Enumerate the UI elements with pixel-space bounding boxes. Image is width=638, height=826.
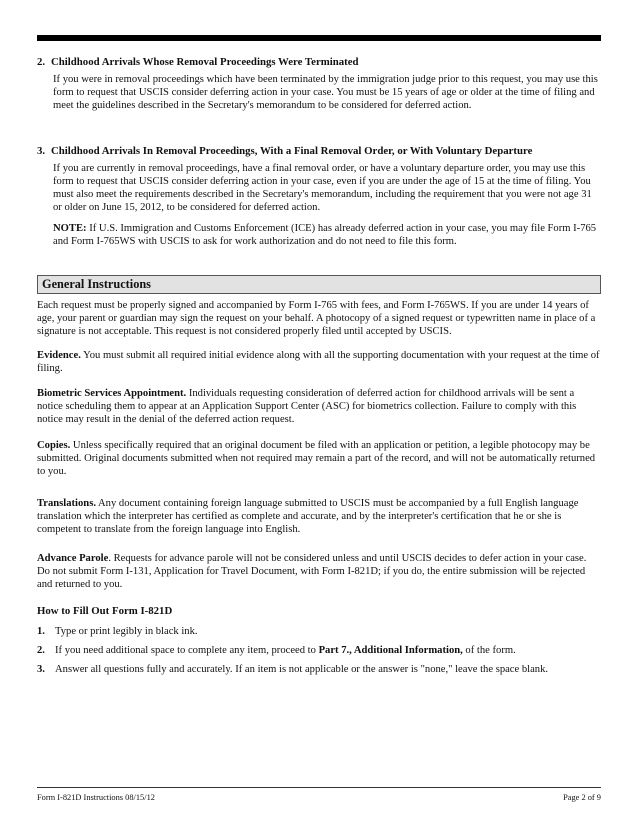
item-3-text: Answer all questions fully and accurately. If an item is not applicable or the answer is "none," leave the space blank. <box>55 664 549 675</box>
how-to-item-2 <box>37 644 601 657</box>
section-2 <box>37 56 601 112</box>
general-intro: Each request must be properly signed and accompanied by Form I-765 with fees, and Form I-765WS. If you are under 14 years of age, your parent or guardian may sign the request on your behalf. A photocopy of a signed request or typewritten name in place of a signature is not acceptable. This request is not considered properly filed until accepted by USCIS. <box>37 300 596 338</box>
evidence-text: You must submit all required initial evidence along with all the supporting documentation with your request at the time of filing. <box>37 350 600 375</box>
how-to-item-1 <box>37 625 601 638</box>
translations-text: Any document containing foreign language submitted to USCIS must be accompanied by a full English language translation which the interpreter has certified as complete and accurate, and by the interpreter's certification that he or she is competent to translate from the foreign language into English. <box>37 498 579 536</box>
top-rule <box>37 35 601 41</box>
copies-text: Unless specifically required that an original document be filed with an application or petition, a legible photocopy may be submitted. Original documents submitted when not required may remain a part of the record, and will not be automatically returned to you. <box>37 440 596 478</box>
how-to-item-3 <box>37 663 601 676</box>
footer-rule <box>37 787 601 788</box>
biometric-label: Biometric Services Appointment. <box>37 388 187 399</box>
section-3 <box>37 145 601 249</box>
item-2-text-post: of the form. <box>462 645 516 656</box>
translations-paragraph <box>37 497 601 536</box>
section-2-title: Childhood Arrivals Whose Removal Proceedings Were Terminated <box>51 56 359 68</box>
general-instructions-header: General Instructions <box>37 275 601 294</box>
section-2-number: 2. <box>37 56 46 68</box>
item-1-text: Type or print legibly in black ink. <box>55 626 198 637</box>
section-3-heading <box>37 145 601 158</box>
section-3-body: If you are currently in removal proceedings, have a final removal order, or have a voluntary departure order, you may use this form to request that USCIS consider deferring action in your case, even if you are under the age of 15 at the time of filing. You must also meet the requirements described in the Secretary's memorandum, including the requirement that you were not age 31 or older on June 15, 2012, to be considered for deferred action. <box>53 163 592 214</box>
evidence-label: Evidence. <box>37 350 81 361</box>
item-3-number: 3. <box>37 664 45 675</box>
advance-parole-paragraph <box>37 552 601 591</box>
translations-label: Translations. <box>37 498 96 509</box>
advance-parole-text: . Requests for advance parole will not be considered unless and until USCIS decides to defer action in your case. Do not submit Form I-131, Application for Travel Document, with Form I-821D; if you do, the entire submission will be rejected and returned to you. <box>37 553 587 591</box>
item-2-text-pre: If you need additional space to complete any item, proceed to <box>55 645 319 656</box>
note-label: NOTE: <box>53 223 87 235</box>
note-text: If U.S. Immigration and Customs Enforcement (ICE) has already deferred action in your case, you may file Form I-765 and Form I-765WS with USCIS to ask for work authorization and do not need to file this form. <box>53 223 597 248</box>
evidence-paragraph <box>37 349 601 375</box>
section-3-title: Childhood Arrivals In Removal Proceedings, With a Final Removal Order, or With Voluntary Departure <box>51 145 533 157</box>
footer-page-number: Page 2 of 9 <box>563 793 601 802</box>
section-2-heading <box>37 56 601 69</box>
item-2-number: 2. <box>37 645 45 656</box>
section-3-note <box>53 222 601 248</box>
biometric-text: Individuals requesting consideration of deferred action for childhood arrivals will be sent a notice scheduling them to appear at an Application Support Center (ASC) for biometrics collection. Failure to comply with this notice may result in the denial of the deferred action request. <box>37 388 577 426</box>
how-to-fill-title: How to Fill Out Form I-821D <box>37 605 173 617</box>
copies-paragraph <box>37 439 601 478</box>
biometric-paragraph <box>37 387 601 426</box>
footer-form-info: Form I-821D Instructions 08/15/12 <box>37 793 155 802</box>
copies-label: Copies. <box>37 440 71 451</box>
item-2-text-bold: Part 7., Additional Information, <box>318 645 463 656</box>
item-1-number: 1. <box>37 626 45 637</box>
section-3-number: 3. <box>37 145 46 157</box>
section-2-body: If you were in removal proceedings which have been terminated by the immigration judge prior to this request, you may use this form to request that USCIS consider deferring action in your case. You must be 15 years of age or older at the time of filing and meet the guidelines described in the Secretary's memorandum to be considered for deferred action. <box>53 74 598 112</box>
advance-parole-label: Advance Parole <box>37 553 109 564</box>
